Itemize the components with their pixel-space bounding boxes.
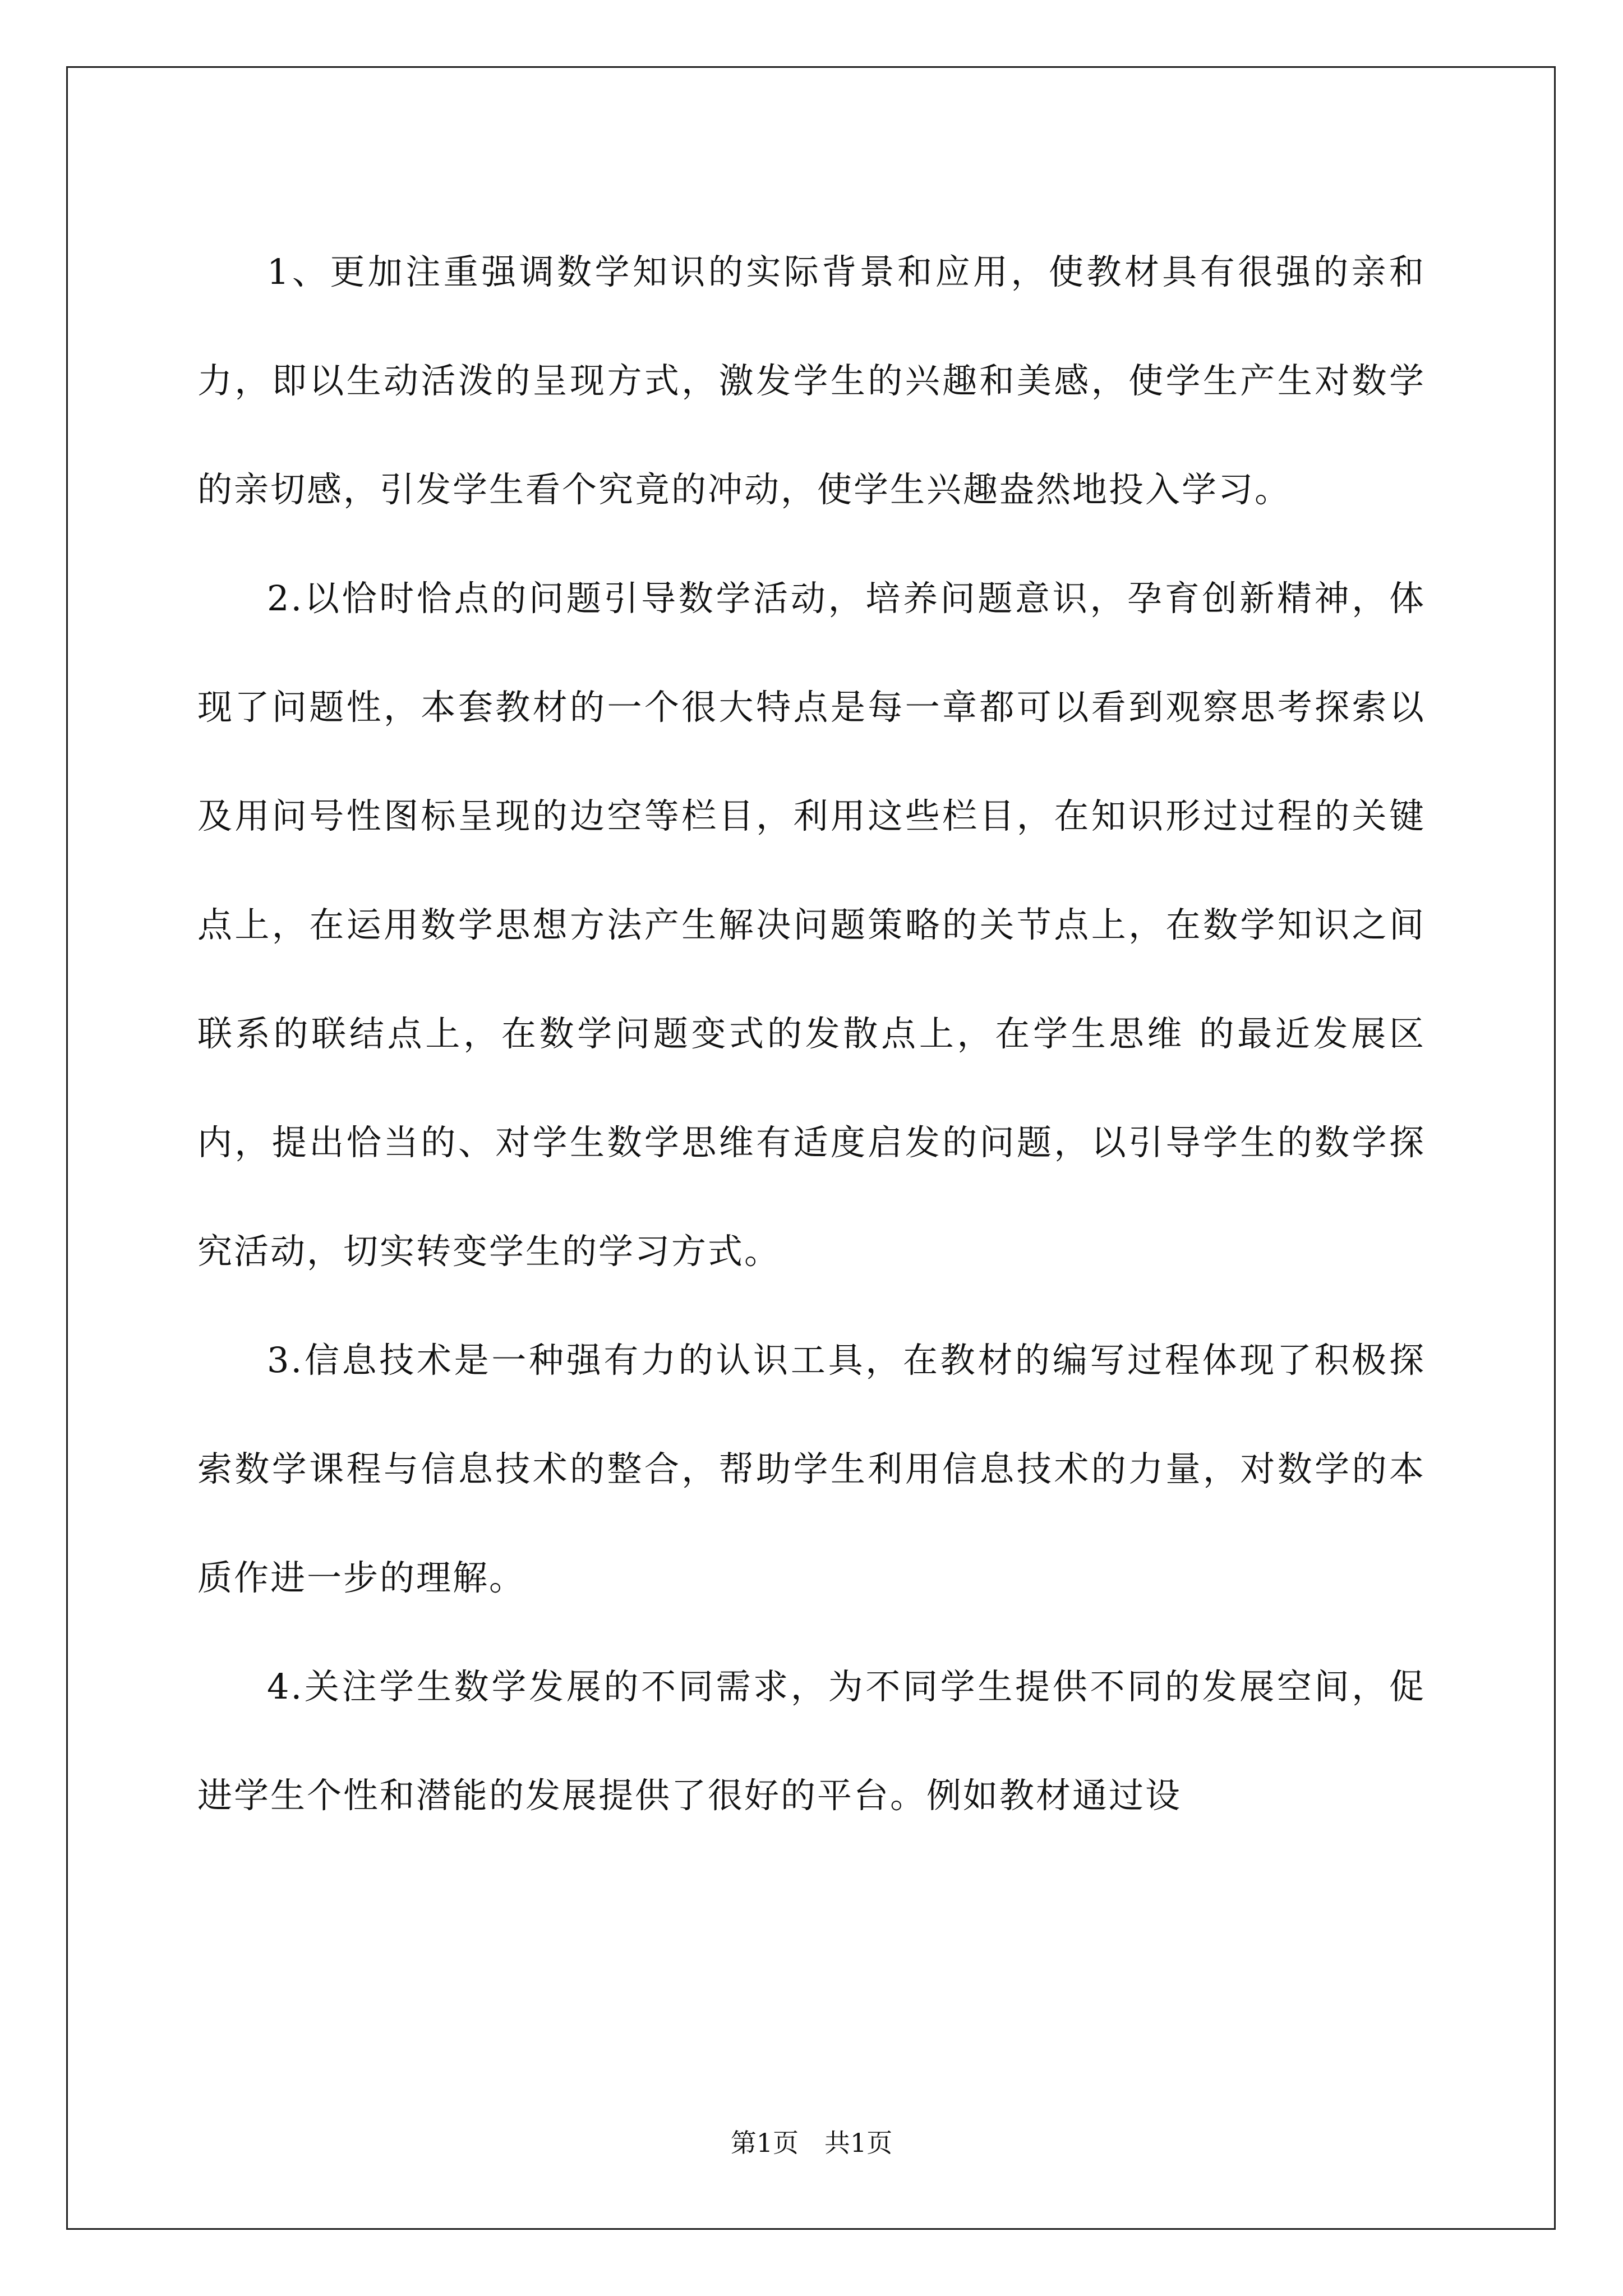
- page-footer: 第1页 共1页: [730, 2128, 893, 2158]
- paragraph-2: 2.以恰时恰点的问题引导数学活动，培养问题意识，孕育创新精神，体现了问题性，本套教材的一个很大特点是每一章都可以看到观察思考探索以及用问号性图标呈现的边空等栏目，利用这些栏目，在知识形过过程的关键点上，在运用数学思想方法产生解决问题策略的关节点上，在数学知识之间联系的联结点上，在数学问题变式的发散点上，在学生思维 的最近发展区内，提出恰当的、对学生数学思维有适度启发的问题，以引导学生的数学探究活动，切实转变学生的学习方式。: [197, 578, 1426, 1272]
- paragraph-3: 3.信息技术是一种强有力的认识工具，在教材的编写过程体现了积极探索数学课程与信息技术的整合，帮助学生利用信息技术的力量，对数学的本质作进一步的理解。: [197, 1340, 1426, 1598]
- paragraph-1: 1、更加注重强调数学知识的实际背景和应用，使教材具有很强的亲和力，即以生动活泼的呈现方式，激发学生的兴趣和美感，使学生产生对数学的亲切感，引发学生看个究竟的冲动，使学生兴趣盎然地投入学习。: [197, 251, 1426, 510]
- document-body: [197, 218, 1426, 1850]
- paragraph-4: 4.关注学生数学发展的不同需求，为不同学生提供不同的发展空间，促进学生个性和潜能的发展提供了很好的平台。例如教材通过设: [197, 1666, 1426, 1816]
